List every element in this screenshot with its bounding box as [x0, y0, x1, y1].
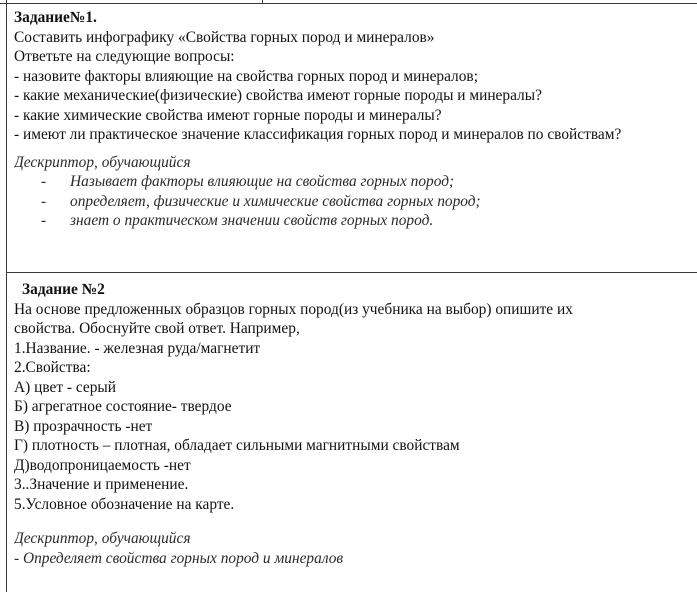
task1-line: Ответьте на следующие вопросы: [14, 48, 235, 65]
task2-descriptor-item: - Определяет свойства горных пород и минералов [14, 549, 344, 567]
task1-line: - назовите факторы влияющие на свойства горных пород и минералов; [14, 67, 478, 85]
task1-line: - имеют ли практическое значение классификация горных пород и минералов по свойствам? [14, 126, 622, 143]
table-border-top [0, 3, 697, 4]
task1-line: - какие химические свойства имеют горные породы и минералы? [14, 106, 442, 124]
task1-descriptor-text: определяет, физические и химические свойства горных пород; [70, 192, 481, 210]
task1-descriptor-text: Называет факторы влияющие на свойства горных пород; [70, 173, 455, 190]
task2-line: 5.Условное обозначение на карте. [14, 495, 235, 513]
task2-title: Задание №2 [22, 281, 105, 298]
bullet-dash: - [41, 192, 47, 210]
task2-line: Г) плотность – плотная, обладает сильными магнитными свойствам [14, 437, 460, 454]
task1-descriptor-text: знает о практическом значении свойств горных пород. [70, 212, 434, 229]
task1-descriptor-label: Дескриптор, обучающийся [14, 153, 191, 171]
task1-line: - какие механические(физические) свойства имеют горные породы и минералы? [14, 87, 542, 104]
task2-line: Д)водопроницаемость -нет [14, 456, 191, 474]
table-row-divider [6, 272, 697, 273]
task1-descriptor-item [14, 211, 697, 231]
task2-line: Б) агрегатное состояние- твердое [14, 398, 232, 415]
bullet-dash: - [41, 173, 47, 190]
table-border-top-tick [262, 0, 263, 4]
task2-line: 1.Название. - железная руда/магнетит [14, 339, 261, 357]
table-border-left [6, 0, 7, 592]
task2-line: На основе предложенных образцов горных пород(из учебника на выбор) опишите их [14, 300, 573, 318]
task1-descriptor-item [14, 172, 697, 192]
task1-cell [14, 8, 697, 231]
task2-line: А) цвет - серый [14, 378, 117, 396]
bullet-dash: - [41, 212, 47, 229]
task2-line: 3..Значение и применение. [14, 476, 189, 493]
task1-descriptor-item [14, 192, 697, 212]
task2-line: 2.Свойства: [14, 359, 91, 376]
task2-descriptor-label: Дескриптор, обучающийся [14, 530, 191, 547]
task1-line: Составить инфографику «Свойства горных пород и минералов» [14, 28, 435, 46]
task2-line: В) прозрачность -нет [14, 417, 153, 435]
task1-title: Задание№1. [14, 9, 97, 26]
task2-cell [14, 280, 697, 568]
task2-line: свойства. Обоснуйте свой ответ. Например, [14, 320, 300, 337]
